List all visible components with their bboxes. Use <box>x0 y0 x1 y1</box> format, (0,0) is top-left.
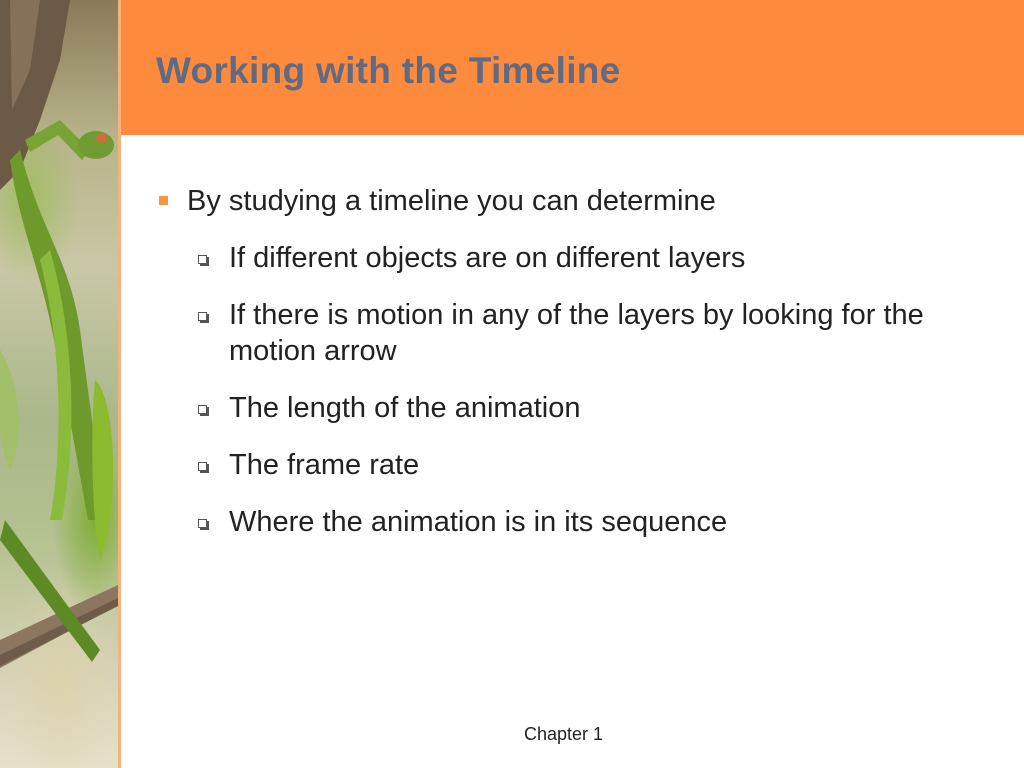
checkbox-bullet-icon <box>198 519 207 528</box>
sub-bullet-text: The frame rate <box>229 449 420 481</box>
checkbox-bullet-icon <box>198 462 207 471</box>
checkbox-bullet-icon <box>198 312 207 321</box>
mantis-photo-illustration <box>0 0 118 768</box>
sub-bullet-list <box>157 240 977 540</box>
slide-title: Working with the Timeline <box>156 50 621 91</box>
sub-bullet-item <box>157 240 977 276</box>
checkbox-bullet-icon <box>198 255 207 264</box>
sub-bullet-text: Where the animation is in its sequence <box>229 506 728 538</box>
sub-bullet-text: The length of the animation <box>229 392 581 424</box>
checkbox-bullet-icon <box>198 405 207 414</box>
sub-bullet-item <box>157 504 977 540</box>
bullet-text: By studying a timeline you can determine <box>187 185 716 217</box>
square-bullet-icon <box>159 196 168 205</box>
sub-bullet-item <box>157 447 977 483</box>
sub-bullet-text: If different objects are on different layers <box>229 242 746 274</box>
sub-bullet-item <box>157 390 977 426</box>
bullet-item <box>157 183 977 219</box>
slide-content <box>157 183 977 540</box>
sub-bullet-item <box>157 297 977 369</box>
slide-footer: Chapter 1 <box>524 724 604 744</box>
sub-bullet-text: If there is motion in any of the layers by looking for the motion arrow <box>229 299 924 367</box>
side-photo-strip <box>0 0 118 768</box>
